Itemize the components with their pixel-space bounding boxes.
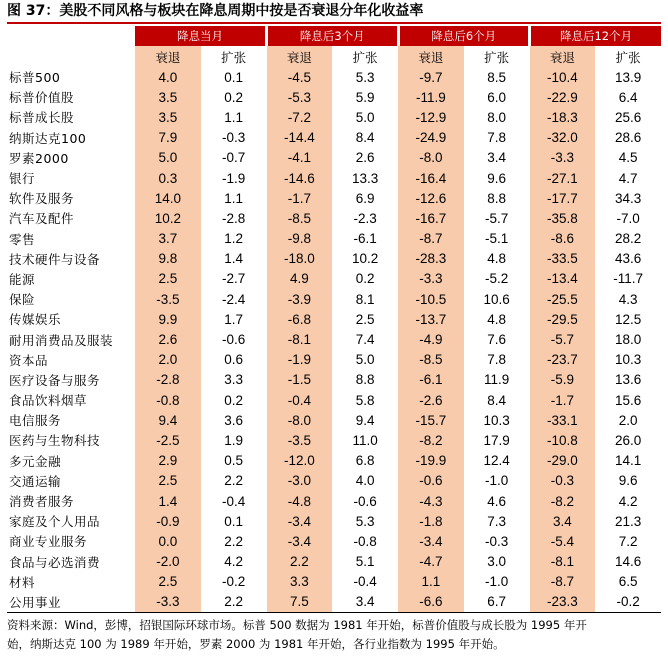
row-label: 能源 <box>9 271 36 287</box>
table-row <box>7 148 661 168</box>
recession-value-cell: -3.4 <box>267 511 333 531</box>
expansion-value-cell: -5.2 <box>485 271 509 287</box>
sub-header-recession: 衰退 <box>135 46 201 67</box>
recession-value-cell: -8.5 <box>398 350 464 370</box>
expansion-value-cell: 7.2 <box>618 533 638 549</box>
expansion-value-cell: 4.3 <box>618 291 638 307</box>
expansion-value-cell: 9.4 <box>355 412 375 428</box>
expansion-value-cell: 4.2 <box>224 554 244 570</box>
recession-value-cell: -22.9 <box>530 87 596 107</box>
recession-value-cell: -4.3 <box>398 491 464 511</box>
expansion-value-cell: 8.5 <box>487 69 507 85</box>
row-label: 标普价值股 <box>9 90 75 106</box>
row-label: 材料 <box>9 574 36 590</box>
recession-value-cell: -2.0 <box>135 552 201 572</box>
row-label: 电信服务 <box>9 413 62 429</box>
expansion-value-cell: 5.0 <box>355 352 375 368</box>
table-row <box>7 511 661 531</box>
row-label: 罗素2000 <box>9 150 69 166</box>
recession-value-cell: 7.9 <box>135 128 201 148</box>
expansion-value-cell: 8.8 <box>355 372 375 388</box>
expansion-value-cell: -0.3 <box>221 130 246 146</box>
expansion-value-cell: -6.1 <box>353 231 377 247</box>
expansion-value-cell: 4.0 <box>355 473 375 489</box>
figure-title: 图 37：美股不同风格与板块在降息周期中按是否衰退分年化收益率 <box>7 3 424 19</box>
expansion-value-cell: 28.2 <box>615 231 642 247</box>
recession-value-cell: -25.5 <box>530 289 596 309</box>
expansion-value-cell: 1.2 <box>224 231 244 247</box>
recession-value-cell: -23.7 <box>530 350 596 370</box>
expansion-value-cell: -0.2 <box>595 592 661 612</box>
recession-value-cell: -3.4 <box>398 531 464 551</box>
recession-value-cell: -8.5 <box>267 208 333 228</box>
recession-value-cell: -3.3 <box>135 592 201 612</box>
expansion-value-cell: 14.6 <box>615 554 642 570</box>
recession-value-cell: 2.5 <box>135 572 201 592</box>
expansion-value-cell: 5.3 <box>355 69 375 85</box>
table-row <box>7 430 661 450</box>
expansion-value-cell: 1.1 <box>224 109 244 125</box>
expansion-value-cell: 0.2 <box>355 271 375 287</box>
group-header-6m: 降息后6个月 <box>398 26 530 46</box>
expansion-value-cell: 0.5 <box>224 453 244 469</box>
recession-value-cell: -3.3 <box>530 148 596 168</box>
expansion-value-cell: 43.6 <box>615 251 642 267</box>
recession-value-cell: 5.0 <box>135 148 201 168</box>
recession-value-cell: -1.9 <box>267 350 333 370</box>
recession-value-cell: -2.5 <box>135 430 201 450</box>
recession-value-cell: -8.2 <box>530 491 596 511</box>
row-label: 标普成长股 <box>9 110 75 126</box>
row-label: 交通运输 <box>9 473 62 489</box>
expansion-value-cell: 6.4 <box>618 89 638 105</box>
expansion-value-cell: 4.8 <box>487 311 507 327</box>
row-label: 零售 <box>9 231 36 247</box>
expansion-value-cell: 7.4 <box>355 332 375 348</box>
recession-value-cell: -5.4 <box>530 531 596 551</box>
expansion-value-cell: 8.4 <box>487 392 507 408</box>
expansion-value-cell: -0.7 <box>221 150 246 166</box>
recession-value-cell: -18.0 <box>267 249 333 269</box>
sub-header-expansion: 扩张 <box>221 49 247 65</box>
table-row <box>7 491 661 511</box>
expansion-value-cell: 25.6 <box>615 109 642 125</box>
recession-value-cell: 2.5 <box>135 471 201 491</box>
recession-value-cell: -13.7 <box>398 309 464 329</box>
expansion-value-cell: -2.4 <box>221 291 246 307</box>
recession-value-cell: 14.0 <box>135 188 201 208</box>
table-row <box>7 572 661 592</box>
expansion-value-cell: 10.6 <box>483 291 510 307</box>
table-row <box>7 208 661 228</box>
recession-value-cell: -8.1 <box>267 329 333 349</box>
expansion-value-cell: 3.4 <box>487 150 507 166</box>
recession-value-cell: -5.9 <box>530 370 596 390</box>
recession-value-cell: -0.8 <box>135 390 201 410</box>
expansion-value-cell: 11.9 <box>484 372 510 388</box>
recession-value-cell: -16.4 <box>398 168 464 188</box>
group-header-3m: 降息后3个月 <box>267 26 399 46</box>
expansion-value-cell: -1.9 <box>221 170 246 186</box>
recession-value-cell: -4.9 <box>398 329 464 349</box>
recession-value-cell: -8.0 <box>267 410 333 430</box>
source-line-1: 资料来源：Wind，彭博，招银国际环球市场。标普 500 数据为 1981 年开始，标普价值股与成长股为 1995 年开 <box>7 618 587 632</box>
expansion-value-cell: 9.6 <box>487 170 507 186</box>
sub-header-row <box>7 46 661 67</box>
expansion-value-cell: 13.6 <box>615 372 642 388</box>
recession-value-cell: -0.3 <box>530 471 596 491</box>
expansion-value-cell: 1.9 <box>224 432 244 448</box>
group-header-row <box>7 26 661 46</box>
table-row <box>7 370 661 390</box>
recession-value-cell: -35.8 <box>530 208 596 228</box>
expansion-value-cell: -1.0 <box>485 574 509 590</box>
recession-value-cell: -10.4 <box>530 67 596 87</box>
recession-value-cell: -8.7 <box>530 572 596 592</box>
expansion-value-cell: 21.3 <box>615 513 642 529</box>
expansion-value-cell: -0.2 <box>221 574 246 590</box>
recession-value-cell: -5.7 <box>530 329 596 349</box>
row-label: 纳斯达克100 <box>9 130 87 146</box>
recession-value-cell: 9.4 <box>135 410 201 430</box>
table-row <box>7 552 661 572</box>
expansion-value-cell: 8.0 <box>487 109 507 125</box>
expansion-value-cell: 5.9 <box>355 89 375 105</box>
recession-value-cell: -12.6 <box>398 188 464 208</box>
recession-value-cell: 2.5 <box>135 269 201 289</box>
recession-value-cell: -27.1 <box>530 168 596 188</box>
recession-value-cell: 10.2 <box>135 208 201 228</box>
expansion-value-cell: 6.7 <box>464 592 530 612</box>
expansion-value-cell: -0.6 <box>353 493 377 509</box>
group-header-blank <box>7 26 135 46</box>
table-row <box>7 249 661 269</box>
expansion-value-cell: 7.3 <box>487 513 507 529</box>
row-label: 耐用消费品及服装 <box>9 332 114 348</box>
recession-value-cell: -8.1 <box>530 552 596 572</box>
recession-value-cell: -4.7 <box>398 552 464 572</box>
table-row <box>7 350 661 370</box>
expansion-value-cell: 10.3 <box>615 352 642 368</box>
recession-value-cell: -19.9 <box>398 451 464 471</box>
expansion-value-cell: 8.8 <box>487 190 507 206</box>
expansion-value-cell: 7.6 <box>487 332 507 348</box>
recession-value-cell: -16.7 <box>398 208 464 228</box>
recession-value-cell: -3.3 <box>398 269 464 289</box>
source-note <box>7 616 661 654</box>
title-divider <box>7 22 661 24</box>
expansion-value-cell: 26.0 <box>615 432 642 448</box>
expansion-value-cell: -0.4 <box>221 493 246 509</box>
sub-header-recession: 衰退 <box>267 46 333 67</box>
row-label: 消费者服务 <box>9 494 75 510</box>
table-body <box>7 67 661 612</box>
expansion-value-cell: 2.2 <box>224 533 244 549</box>
expansion-value-cell: 6.5 <box>618 574 638 590</box>
recession-value-cell: -12.0 <box>267 451 333 471</box>
recession-value-cell: -0.4 <box>267 390 333 410</box>
expansion-value-cell: 4.8 <box>487 251 507 267</box>
expansion-value-cell: 5.1 <box>355 554 375 570</box>
row-label: 技术硬件与设备 <box>9 251 101 267</box>
row-label: 食品与必选消费 <box>9 554 101 570</box>
expansion-value-cell: 11.0 <box>352 432 378 448</box>
row-label: 多元金融 <box>9 453 62 469</box>
recession-value-cell: -1.8 <box>398 511 464 531</box>
row-label: 汽车及配件 <box>9 211 75 227</box>
expansion-value-cell: 17.9 <box>483 432 510 448</box>
recession-value-cell: -13.4 <box>530 269 596 289</box>
row-label: 传媒娱乐 <box>9 312 62 328</box>
expansion-value-cell: 4.7 <box>618 170 638 186</box>
recession-value-cell: -32.0 <box>530 128 596 148</box>
recession-value-cell: -3.5 <box>135 289 201 309</box>
expansion-value-cell: -5.1 <box>485 231 509 247</box>
row-label: 资本品 <box>9 352 49 368</box>
expansion-value-cell: -0.3 <box>485 533 509 549</box>
recession-value-cell: -1.7 <box>530 390 596 410</box>
expansion-value-cell: 10.2 <box>351 251 379 267</box>
recession-value-cell: -8.7 <box>398 229 464 249</box>
expansion-value-cell: 7.8 <box>487 352 507 368</box>
expansion-value-cell: 0.1 <box>224 69 244 85</box>
recession-value-cell: -3.0 <box>267 471 333 491</box>
recession-value-cell: 3.7 <box>135 229 201 249</box>
recession-value-cell: -9.7 <box>398 67 464 87</box>
expansion-value-cell: 8.1 <box>355 291 375 307</box>
recession-value-cell: -3.5 <box>267 430 333 450</box>
table-row <box>7 168 661 188</box>
expansion-value-cell: 0.1 <box>224 513 244 529</box>
expansion-value-cell: 28.6 <box>615 130 642 146</box>
recession-value-cell: -1.5 <box>267 370 333 390</box>
group-header-0: 降息当月 <box>135 26 267 46</box>
table-row <box>7 592 661 612</box>
recession-value-cell: -4.5 <box>267 67 333 87</box>
recession-value-cell: 0.3 <box>135 168 201 188</box>
recession-value-cell: -0.6 <box>398 471 464 491</box>
row-label: 软件及服务 <box>9 191 75 207</box>
recession-value-cell: -33.5 <box>530 249 596 269</box>
recession-value-cell: -12.9 <box>398 107 464 127</box>
row-label: 商业专业服务 <box>9 534 88 550</box>
recession-value-cell: 7.5 <box>267 592 333 612</box>
recession-value-cell: -8.0 <box>398 148 464 168</box>
expansion-value-cell: 2.2 <box>201 592 267 612</box>
table-row <box>7 390 661 410</box>
expansion-value-cell: -2.8 <box>221 210 246 226</box>
recession-value-cell: -23.3 <box>530 592 596 612</box>
expansion-value-cell: 2.6 <box>355 150 375 166</box>
expansion-value-cell: 5.8 <box>355 392 375 408</box>
expansion-value-cell: -2.7 <box>221 271 246 287</box>
expansion-value-cell: -1.0 <box>485 473 509 489</box>
expansion-value-cell: 1.4 <box>224 251 244 267</box>
expansion-value-cell: 5.3 <box>355 513 375 529</box>
table-row <box>7 107 661 127</box>
recession-value-cell: 2.2 <box>267 552 333 572</box>
expansion-value-cell: 0.2 <box>224 89 244 105</box>
recession-value-cell: -8.2 <box>398 430 464 450</box>
expansion-value-cell: 0.2 <box>224 392 244 408</box>
expansion-value-cell: 2.0 <box>618 412 638 428</box>
table-row <box>7 67 661 87</box>
expansion-value-cell: -5.7 <box>485 210 509 226</box>
recession-value-cell: 4.0 <box>135 67 201 87</box>
sub-header-blank <box>7 46 135 67</box>
recession-value-cell: -2.6 <box>398 390 464 410</box>
expansion-value-cell: 5.0 <box>355 109 375 125</box>
group-header-12m: 降息后12个月 <box>530 26 662 46</box>
expansion-value-cell: 13.9 <box>615 69 642 85</box>
expansion-value-cell: 12.5 <box>615 311 642 327</box>
expansion-value-cell: 18.0 <box>615 332 642 348</box>
expansion-value-cell: 15.6 <box>615 392 642 408</box>
sub-header-recession: 衰退 <box>530 46 596 67</box>
row-label: 标普500 <box>9 70 61 86</box>
row-label: 家庭及个人用品 <box>9 514 101 530</box>
sub-header-expansion: 扩张 <box>352 49 378 65</box>
recession-value-cell: 1.1 <box>398 572 464 592</box>
recession-value-cell: -7.2 <box>267 107 333 127</box>
expansion-value-cell: 1.1 <box>224 190 244 206</box>
expansion-value-cell: 8.4 <box>355 130 375 146</box>
expansion-value-cell: 34.3 <box>615 190 642 206</box>
recession-value-cell: 3.5 <box>135 107 201 127</box>
recession-value-cell: -6.8 <box>267 309 333 329</box>
expansion-value-cell: -0.6 <box>221 332 246 348</box>
table-row <box>7 329 661 349</box>
table-row <box>7 269 661 289</box>
expansion-value-cell: -2.3 <box>353 210 377 226</box>
expansion-value-cell: -0.4 <box>353 574 377 590</box>
table-row <box>7 309 661 329</box>
expansion-value-cell: 0.6 <box>224 352 244 368</box>
table-row <box>7 451 661 471</box>
table-row <box>7 87 661 107</box>
recession-value-cell: 4.9 <box>267 269 333 289</box>
recession-value-cell: -2.8 <box>135 370 201 390</box>
recession-value-cell: 3.3 <box>267 572 333 592</box>
expansion-value-cell: 3.3 <box>224 372 244 388</box>
recession-value-cell: 1.4 <box>135 491 201 511</box>
expansion-value-cell: 3.6 <box>224 412 244 428</box>
recession-value-cell: -29.5 <box>530 309 596 329</box>
recession-value-cell: -10.5 <box>398 289 464 309</box>
expansion-value-cell: 10.3 <box>483 412 510 428</box>
expansion-value-cell: 9.6 <box>618 473 638 489</box>
recession-value-cell: -8.6 <box>530 229 596 249</box>
recession-value-cell: -6.6 <box>398 592 464 612</box>
row-label: 保险 <box>9 292 36 308</box>
recession-value-cell: -17.7 <box>530 188 596 208</box>
expansion-value-cell: -0.8 <box>353 533 377 549</box>
recession-value-cell: -1.7 <box>267 188 333 208</box>
expansion-value-cell: -11.7 <box>613 271 644 287</box>
recession-value-cell: 9.8 <box>135 249 201 269</box>
sub-header-recession: 衰退 <box>398 46 464 67</box>
recession-value-cell: 9.9 <box>135 309 201 329</box>
recession-value-cell: -14.4 <box>267 128 333 148</box>
table-row <box>7 289 661 309</box>
expansion-value-cell: -7.0 <box>616 210 640 226</box>
recession-value-cell: 2.6 <box>135 329 201 349</box>
table-row <box>7 229 661 249</box>
recession-value-cell: 3.4 <box>530 511 596 531</box>
row-label: 医疗设备与服务 <box>9 372 101 388</box>
table-row <box>7 471 661 491</box>
returns-table <box>7 26 661 613</box>
sub-header-expansion: 扩张 <box>615 49 641 65</box>
row-label: 银行 <box>9 171 36 187</box>
expansion-value-cell: 2.5 <box>355 311 375 327</box>
recession-value-cell: -9.8 <box>267 229 333 249</box>
row-label: 公用事业 <box>7 592 135 612</box>
recession-value-cell: -4.1 <box>267 148 333 168</box>
recession-value-cell: 0.0 <box>135 531 201 551</box>
recession-value-cell: -3.4 <box>267 531 333 551</box>
recession-value-cell: -14.6 <box>267 168 333 188</box>
table-row <box>7 531 661 551</box>
table-row <box>7 410 661 430</box>
expansion-value-cell: 2.2 <box>224 473 244 489</box>
recession-value-cell: -11.9 <box>398 87 464 107</box>
recession-value-cell: -6.1 <box>398 370 464 390</box>
recession-value-cell: -24.9 <box>398 128 464 148</box>
expansion-value-cell: 14.1 <box>615 453 642 469</box>
expansion-value-cell: 13.3 <box>351 170 379 186</box>
expansion-value-cell: 6.9 <box>355 190 375 206</box>
expansion-value-cell: 6.0 <box>487 89 507 105</box>
recession-value-cell: -15.7 <box>398 410 464 430</box>
recession-value-cell: 2.0 <box>135 350 201 370</box>
recession-value-cell: -18.3 <box>530 107 596 127</box>
expansion-value-cell: 3.0 <box>487 554 507 570</box>
table-row <box>7 188 661 208</box>
expansion-value-cell: 3.4 <box>332 592 398 612</box>
expansion-value-cell: 6.8 <box>355 453 375 469</box>
expansion-value-cell: 12.4 <box>483 453 510 469</box>
recession-value-cell: -10.8 <box>530 430 596 450</box>
recession-value-cell: -4.8 <box>267 491 333 511</box>
recession-value-cell: -29.0 <box>530 451 596 471</box>
expansion-value-cell: 1.7 <box>224 311 244 327</box>
expansion-value-cell: 4.5 <box>618 150 638 166</box>
recession-value-cell: 2.9 <box>135 451 201 471</box>
recession-value-cell: -28.3 <box>398 249 464 269</box>
expansion-value-cell: 4.2 <box>618 493 638 509</box>
recession-value-cell: -33.1 <box>530 410 596 430</box>
recession-value-cell: -0.9 <box>135 511 201 531</box>
expansion-value-cell: 4.6 <box>487 493 507 509</box>
recession-value-cell: -3.9 <box>267 289 333 309</box>
recession-value-cell: 3.5 <box>135 87 201 107</box>
recession-value-cell: -5.3 <box>267 87 333 107</box>
source-line-2: 始，纳斯达克 100 为 1989 年开始，罗素 2000 为 1981 年开始，各行业指数为 1995 年开始。 <box>7 637 505 651</box>
table-row <box>7 128 661 148</box>
sub-header-expansion: 扩张 <box>484 49 510 65</box>
row-label: 医药与生物科技 <box>9 433 101 449</box>
row-label: 食品饮料烟草 <box>9 393 88 409</box>
expansion-value-cell: 7.8 <box>487 130 507 146</box>
